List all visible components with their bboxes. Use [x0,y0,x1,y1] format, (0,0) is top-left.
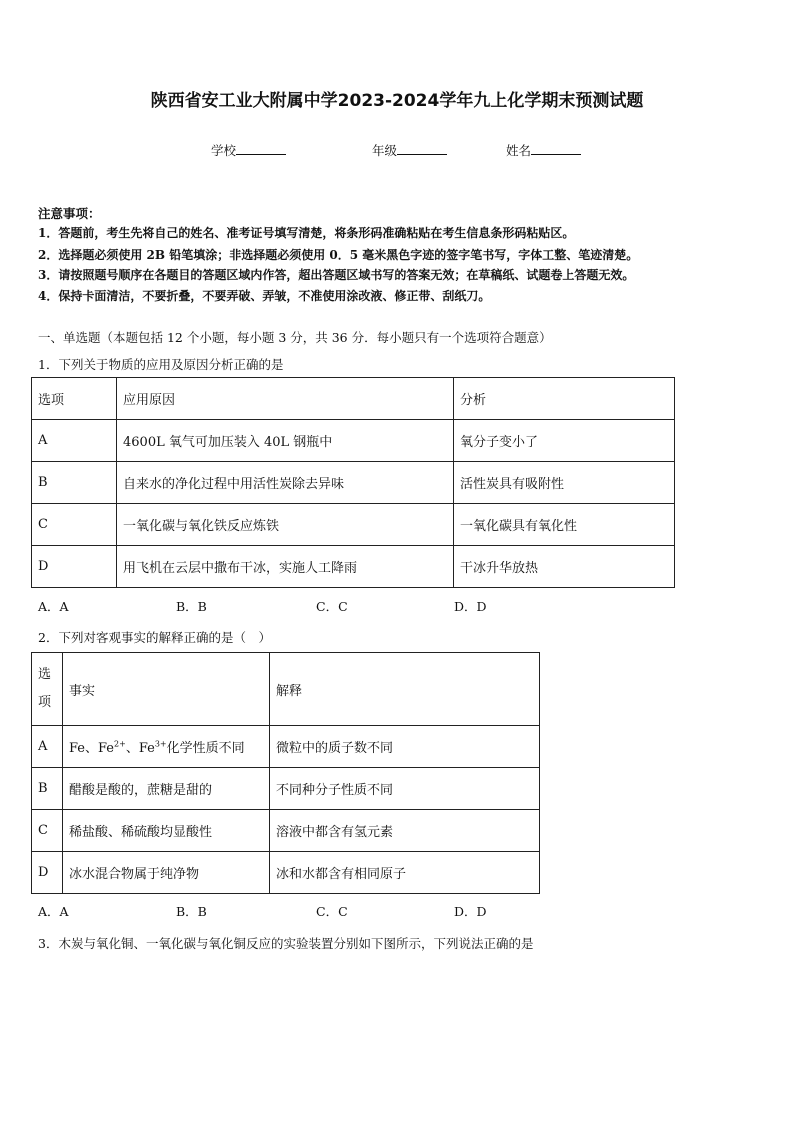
question-1-table [31,377,675,588]
page-title: 陕西省安工业大附属中学2023-2024学年九上化学期末预测试题 [150,91,644,111]
answer-option-b[interactable]: B．B [176,599,207,614]
table-cell: 醋酸是酸的，蔗糖是甜的 [63,768,270,810]
table-row [32,462,675,504]
answer-option-a[interactable]: A．A [38,904,69,919]
header-char: 项 [38,695,52,710]
table-row [32,810,540,852]
table-cell: 自来水的净化过程中用活性炭除去异味 [117,462,454,504]
table-cell: 一氧化碳具有氧化性 [454,504,675,546]
table-cell: 不同种分子性质不同 [270,768,540,810]
table-cell: D [32,546,117,588]
table-row [32,504,675,546]
table-row [32,546,675,588]
answer-option-c[interactable]: C．C [316,904,348,919]
answer-option-b[interactable]: B．B [176,904,207,919]
table-cell [63,726,270,768]
table-row [32,420,675,462]
table-cell: 稀盐酸、稀硫酸均显酸性 [63,810,270,852]
fact-text: 化学性质不同 [166,741,245,756]
table-header-cell: 解释 [270,653,540,726]
notice-item-3: 3．请按照题号顺序在各题目的答题区域内作答，超出答题区域书写的答案无效；在草稿纸、试题卷上答题无效。 [38,268,635,282]
table-cell: 冰和水都含有相同原子 [270,852,540,894]
answer-option-a[interactable]: A．A [38,599,69,614]
grade-label: 年级 [372,143,398,158]
fact-text: Fe、Fe [69,741,115,756]
table-cell: A [32,420,117,462]
table-cell: D [32,852,63,894]
header-char: 选 [38,667,52,682]
school-label: 学校 [211,143,237,158]
grade-blank [397,143,447,155]
question-2-stem: 2．下列对客观事实的解释正确的是（ ） [38,630,271,645]
answer-option-d[interactable]: D．D [454,599,487,614]
answer-option-c[interactable]: C．C [316,599,348,614]
ion-charge: 2+ [114,739,126,749]
table-cell: 冰水混合物属于纯净物 [63,852,270,894]
table-header-cell: 事实 [63,653,270,726]
name-blank [531,143,581,155]
table-cell: 用飞机在云层中撒布干冰，实施人工降雨 [117,546,454,588]
school-blank [236,143,286,155]
table-row [32,768,540,810]
table-header-cell [32,653,63,726]
table-cell: B [32,768,63,810]
fact-text: 、Fe [125,741,155,756]
table-header-cell: 分析 [454,378,675,420]
table-header-row [32,378,675,420]
table-cell: C [32,504,117,546]
answer-option-d[interactable]: D．D [454,904,487,919]
question-3-stem: 3．木炭与氧化铜、一氧化碳与氧化铜反应的实验装置分别如下图所示，下列说法正确的是 [38,936,534,951]
table-cell: C [32,810,63,852]
table-cell: 4600L 氧气可加压装入 40L 钢瓶中 [117,420,454,462]
ion-charge: 3+ [154,739,167,749]
table-cell: B [32,462,117,504]
table-row [32,852,540,894]
table-cell: 一氧化碳与氧化铁反应炼铁 [117,504,454,546]
table-row [32,726,540,768]
notice-heading: 注意事项： [38,206,101,221]
question-2-table [31,652,540,894]
notice-item-2: 2．选择题必须使用 2B 铅笔填涂；非选择题必须使用 0．5 毫米黑色字迹的签字笔书写，字体工整、笔迹清楚。 [38,248,639,262]
table-cell: 溶液中都含有氢元素 [270,810,540,852]
question-1-stem: 1．下列关于物质的应用及原因分析正确的是 [38,357,284,372]
name-label: 姓名 [506,143,532,158]
notice-item-1: 1．答题前，考生先将自己的姓名、准考证号填写清楚，将条形码准确粘贴在考生信息条形码粘贴区。 [38,226,575,240]
table-header-cell: 选项 [32,378,117,420]
table-cell: A [32,726,63,768]
grade-field [372,141,447,159]
table-header-row [32,653,540,726]
school-field [211,141,286,159]
table-cell: 微粒中的质子数不同 [270,726,540,768]
notice-item-4: 4．保持卡面清洁，不要折叠，不要弄破、弄皱，不准使用涂改液、修正带、刮纸刀。 [38,289,491,303]
table-header-cell: 应用原因 [117,378,454,420]
table-cell: 活性炭具有吸附性 [454,462,675,504]
section-heading: 一、单选题（本题包括 12 个小题，每小题 3 分，共 36 分．每小题只有一个选项符合题意） [38,330,552,345]
name-field [506,141,581,159]
table-cell: 氧分子变小了 [454,420,675,462]
table-cell: 干冰升华放热 [454,546,675,588]
